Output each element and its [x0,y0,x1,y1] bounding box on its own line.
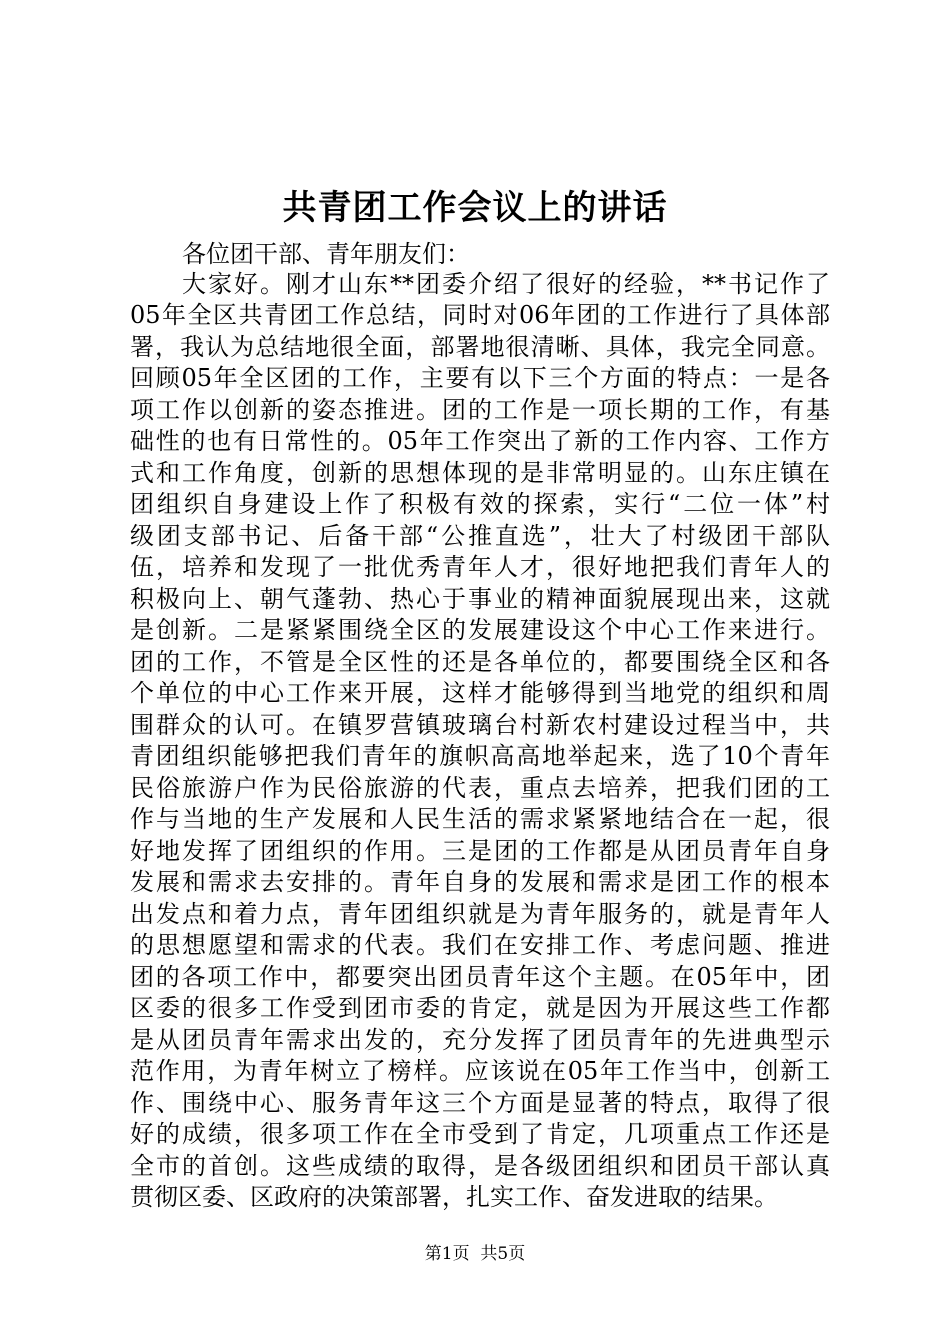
body-line: 个单位的中心工作来开展，这样才能够得到当地党的组织和周 [130,679,830,707]
document-title: 共青团工作会议上的讲话 [282,188,668,228]
body-line: 的思想愿望和需求的代表。我们在安排工作、考虑问题、推进 [130,931,830,959]
body-line: 青团组织能够把我们青年的旗帜高高地举起来，选了10个青年 [130,742,830,770]
body-line: 团组织自身建设上作了积极有效的探索，实行“二位一体”村 [130,490,830,518]
body-line: 好的成绩，很多项工作在全市受到了肯定，几项重点工作还是 [130,1120,830,1148]
body-line: 区委的很多工作受到团市委的肯定，就是因为开展这些工作都 [130,994,830,1022]
body-line: 团的工作，不管是全区性的还是各单位的，都要围绕全区和各 [130,647,830,676]
body-line: 是创新。二是紧紧围绕全区的发展建设这个中心工作来进行。 [130,616,830,644]
body-line: 作与当地的生产发展和人民生活的需求紧紧地结合在一起，很 [130,805,830,833]
body-line: 发展和需求去安排的。青年自身的发展和需求是团工作的根本 [130,868,830,896]
body-line: 大家好。刚才山东**团委介绍了很好的经验，**书记作了 [182,269,830,298]
body-line: 范作用，为青年树立了榜样。应该说在05年工作当中，创新工 [130,1057,830,1085]
body-line: 贯彻区委、区政府的决策部署，扎实工作、奋发进取的结果。 [130,1183,778,1211]
body-line: 05年全区共青团工作总结，同时对06年团的工作进行了具体部 [130,301,830,329]
body-line: 作、围绕中心、服务青年这三个方面是显著的特点，取得了很 [130,1088,830,1117]
salutation: 各位团干部、青年朋友们： [182,240,470,268]
body-line: 好地发挥了团组织的作用。三是团的工作都是从团员青年自身 [130,836,830,865]
body-line: 是从团员青年需求出发的，充分发挥了团员青年的先进典型示 [130,1025,830,1054]
page-number-footer: 第1页 共5页 [424,1244,526,1264]
body-line: 围群众的认可。在镇罗营镇玻璃台村新农村建设过程当中，共 [130,710,830,739]
body-line: 积极向上、朝气蓬勃、热心于事业的精神面貌展现出来，这就 [130,584,830,613]
body-line: 回顾05年全区团的工作，主要有以下三个方面的特点：一是各 [130,364,830,392]
body-line: 式和工作角度，创新的思想体现的是非常明显的。山东庄镇在 [130,458,830,487]
body-line: 级团支部书记、后备干部“公推直选”，壮大了村级团干部队 [130,521,830,550]
body-line: 团的各项工作中，都要突出团员青年这个主题。在05年中，团 [130,962,830,991]
body-line: 伍，培养和发现了一批优秀青年人才，很好地把我们青年人的 [130,553,830,581]
document-body [130,237,830,1214]
body-line: 出发点和着力点，青年团组织就是为青年服务的，就是青年人 [130,899,830,928]
body-line: 署，我认为总结地很全面，部署地很清晰、具体，我完全同意。 [130,332,830,361]
body-line: 础性的也有日常性的。05年工作突出了新的工作内容、工作方 [130,427,830,455]
body-line: 项工作以创新的姿态推进。团的工作是一项长期的工作，有基 [130,395,830,424]
body-line: 全市的首创。这些成绩的取得，是各级团组织和团员干部认真 [130,1151,830,1180]
body-line: 民俗旅游户作为民俗旅游的代表，重点去培养，把我们团的工 [130,773,830,802]
